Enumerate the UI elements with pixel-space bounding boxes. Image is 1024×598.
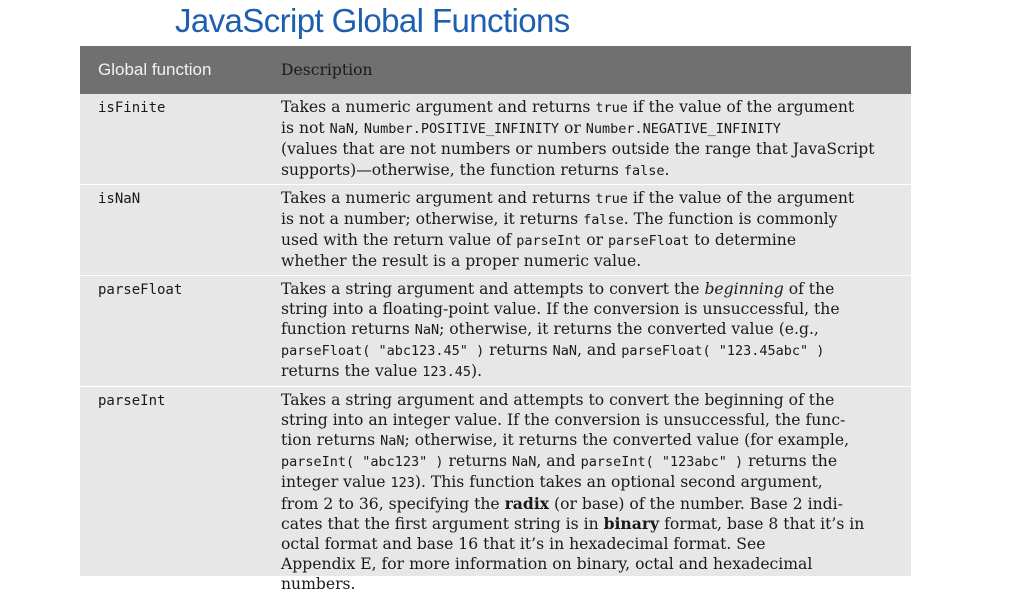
- description-text: , and: [536, 452, 581, 471]
- code-text: parseInt( "abc123" ): [281, 454, 444, 471]
- code-text: parseFloat( "123.45abc" ): [621, 343, 825, 360]
- description-text: to determine: [689, 231, 797, 250]
- description-text: returns the value: [281, 362, 423, 381]
- function-name: parseFloat: [98, 281, 183, 298]
- description-text: or: [581, 231, 608, 250]
- code-text: Number.NEGATIVE_INFINITY: [585, 121, 781, 138]
- description-text: octal format and base 16 that it’s in hexadecimal format. See: [281, 535, 766, 554]
- description-text: Takes a string argument and attempts to convert the: [281, 279, 705, 298]
- function-description: [281, 185, 906, 275]
- code-text: NaN: [329, 121, 354, 138]
- description-line: [281, 494, 906, 514]
- code-text: parseInt: [516, 233, 582, 250]
- description-text: Takes a numeric argument and returns: [281, 98, 596, 116]
- description-line: [281, 534, 906, 554]
- function-name: parseInt: [98, 392, 166, 409]
- description-line: [281, 139, 906, 159]
- description-line: [281, 451, 906, 472]
- code-text: true: [595, 100, 628, 116]
- description-text: binary: [603, 513, 660, 533]
- table-header: [80, 46, 911, 94]
- description-text: from 2 to 36, specifying the: [281, 494, 505, 513]
- function-name: isNaN: [98, 190, 141, 207]
- description-text: string into an integer value. If the conversion is unsuccessful, the func-: [281, 410, 846, 429]
- description-line: [281, 390, 906, 410]
- description-line: [281, 410, 906, 430]
- description-line: [281, 554, 906, 574]
- description-line: [281, 209, 906, 230]
- code-text: parseFloat: [608, 233, 690, 250]
- code-text: 123.45: [422, 364, 472, 381]
- code-text: NaN: [414, 322, 440, 339]
- description-text: is not: [281, 119, 330, 138]
- description-line: [281, 118, 906, 139]
- code-text: NaN: [380, 433, 405, 450]
- description-text: radix: [504, 493, 550, 513]
- description-text: or: [559, 119, 586, 138]
- functions-table: [80, 46, 911, 594]
- description-line: [281, 230, 906, 251]
- description-line: [281, 514, 906, 534]
- description-text: is not a number; otherwise, it returns: [281, 210, 584, 229]
- function-name: isFinite: [98, 100, 166, 116]
- code-text: false: [623, 162, 665, 179]
- description-text: .: [664, 160, 670, 179]
- description-text: supports)—otherwise, the function returns: [281, 160, 624, 179]
- description-line: [281, 361, 906, 382]
- description-line: [281, 472, 906, 493]
- description-line: [281, 430, 906, 451]
- description-text: beginning: [704, 279, 784, 298]
- code-text: true: [595, 190, 628, 207]
- table-row-isnan: [80, 184, 911, 275]
- description-text: Takes a string argument and attempts to convert the beginning of the: [281, 390, 835, 409]
- description-text: numbers.: [281, 575, 356, 594]
- description-text: string into a floating-point value. If the conversion is unsuccessful, the: [281, 299, 840, 318]
- description-text: whether the result is a proper numeric value.: [281, 252, 642, 271]
- table-row-isfinite: [80, 94, 911, 184]
- description-text: ).: [471, 362, 483, 381]
- code-text: parseInt( "123abc" ): [580, 454, 744, 471]
- description-text: format, base 8 that it’s in: [659, 514, 865, 533]
- description-line: [281, 251, 906, 271]
- code-text: NaN: [511, 454, 537, 471]
- description-text: (values that are not numbers or numbers outside the range that JavaScript: [281, 140, 875, 159]
- description-text: ; otherwise, it returns the converted value (e.g.,: [439, 320, 819, 339]
- description-line: [281, 188, 906, 209]
- function-description: [281, 387, 906, 598]
- description-line: [281, 340, 906, 361]
- description-line: [281, 279, 906, 299]
- description-text: of the: [783, 279, 835, 298]
- table-row-parseint: [80, 386, 911, 598]
- description-line: [281, 299, 906, 319]
- header-description: Description: [281, 60, 373, 79]
- description-text: returns the: [743, 452, 838, 471]
- table-row-parsefloat: [80, 275, 911, 386]
- description-text: if the value of the argument: [627, 98, 855, 116]
- description-text: (or base) of the number. Base 2 indi-: [549, 494, 843, 513]
- function-description: [281, 94, 906, 184]
- description-line: [281, 319, 906, 340]
- header-global-function: Global function: [98, 60, 212, 79]
- function-description: [281, 276, 906, 386]
- description-text: integer value: [281, 473, 391, 492]
- description-text: Takes a numeric argument and returns: [281, 188, 596, 207]
- code-text: false: [583, 212, 624, 229]
- code-text: Number.POSITIVE_INFINITY: [363, 121, 559, 138]
- description-text: tion returns: [281, 431, 381, 450]
- description-text: ,: [354, 119, 364, 138]
- description-line: [281, 160, 906, 181]
- description-text: used with the return value of: [281, 231, 517, 250]
- description-text: returns: [443, 452, 512, 471]
- code-text: 123: [390, 475, 415, 492]
- description-line: [281, 97, 906, 118]
- slide-title: JavaScript Global Functions: [175, 2, 570, 39]
- description-text: function returns: [281, 320, 415, 339]
- description-text: if the value of the argument: [627, 188, 855, 207]
- description-text: cates that the first argument string is in: [281, 514, 604, 533]
- description-text: returns: [484, 341, 553, 360]
- description-text: . The function is commonly: [623, 210, 838, 229]
- code-text: parseFloat( "abc123.45" ): [281, 343, 485, 360]
- description-text: ). This function takes an optional second argument,: [414, 473, 823, 492]
- description-text: ; otherwise, it returns the converted value (for example,: [404, 431, 850, 450]
- description-text: , and: [577, 341, 622, 360]
- description-text: Appendix E, for more information on binary, octal and hexadecimal: [281, 555, 813, 574]
- description-line: [281, 574, 906, 594]
- code-text: NaN: [552, 343, 577, 360]
